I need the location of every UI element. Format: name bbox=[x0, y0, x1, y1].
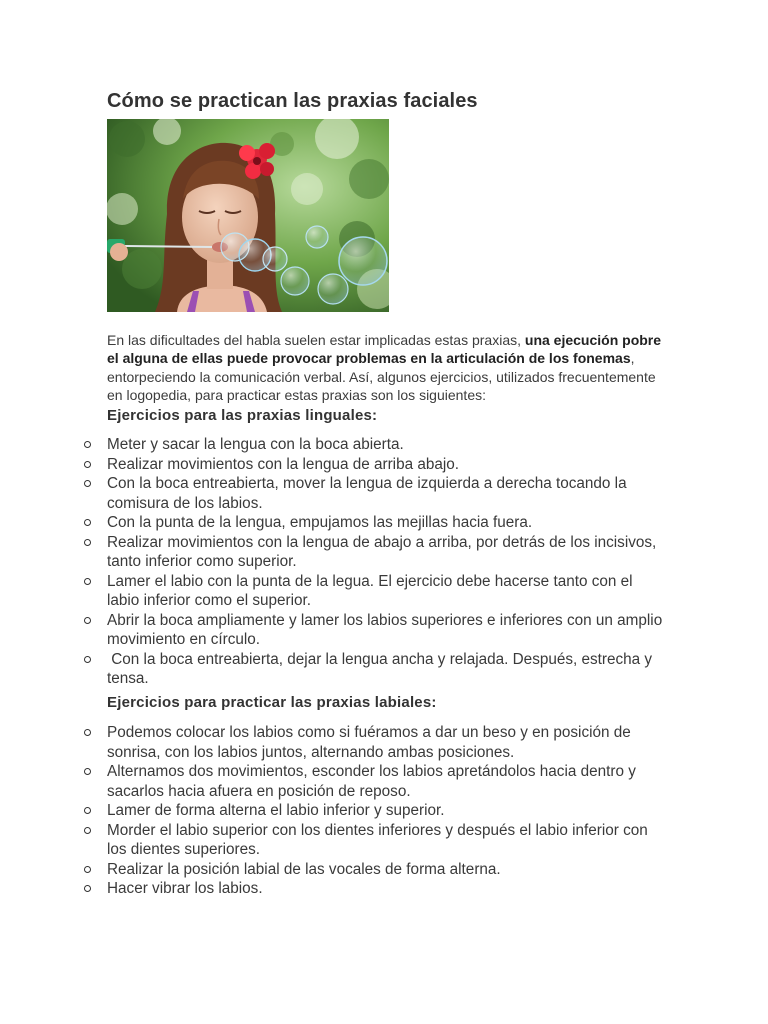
circle-bullet-icon bbox=[84, 807, 91, 814]
intro-bold-text: una ejecución pobre el alguna de ellas puede provocar problemas en la articulación de los fonemas bbox=[107, 332, 662, 367]
girl-blowing-bubbles-photo bbox=[107, 119, 389, 312]
list-item: Alternamos dos movimientos, esconder los labios apretándolos hacia dentro y sacarlos hacia afuera en posición de reposo. bbox=[0, 762, 768, 801]
circle-bullet-icon bbox=[84, 519, 91, 526]
circle-bullet-icon bbox=[84, 656, 91, 663]
intro-paragraph bbox=[107, 331, 667, 404]
circle-bullet-icon bbox=[84, 441, 91, 448]
circle-bullet-icon bbox=[84, 578, 91, 585]
list-item: Realizar la posición labial de las vocales de forma alterna. bbox=[0, 860, 768, 880]
list-item: Con la punta de la lengua, empujamos las mejillas hacia fuera. bbox=[0, 513, 768, 533]
page-title: Cómo se practican las praxias faciales bbox=[107, 90, 478, 112]
circle-bullet-icon bbox=[84, 539, 91, 546]
list-item: Abrir la boca ampliamente y lamer los labios superiores e inferiores con un amplio movimiento en círculo. bbox=[0, 611, 768, 650]
circle-bullet-icon bbox=[84, 461, 91, 468]
heading-praxias-linguales: Ejercicios para las praxias linguales: bbox=[107, 407, 378, 424]
list-praxias-labiales bbox=[0, 723, 768, 899]
circle-bullet-icon bbox=[84, 885, 91, 892]
list-item: Lamer el labio con la punta de la legua. El ejercicio debe hacerse tanto con el labio inferior como el superior. bbox=[0, 572, 768, 611]
circle-bullet-icon bbox=[84, 768, 91, 775]
circle-bullet-icon bbox=[84, 480, 91, 487]
list-item: Morder el labio superior con los dientes inferiores y después el labio inferior con los dientes superiores. bbox=[0, 821, 768, 860]
list-item: Lamer de forma alterna el labio inferior y superior. bbox=[0, 801, 768, 821]
heading-praxias-labiales: Ejercicios para practicar las praxias labiales: bbox=[107, 694, 437, 711]
list-item: Realizar movimientos con la lengua de abajo a arriba, por detrás de los incisivos, tanto inferior como superior. bbox=[0, 533, 768, 572]
intro-text-end: , entorpeciendo la comunicación verbal. Así, algunos ejercicios, utilizados frecuentemente en logopedia, para practicar estas praxias son los siguientes: bbox=[107, 350, 656, 403]
circle-bullet-icon bbox=[84, 617, 91, 624]
circle-bullet-icon bbox=[84, 827, 91, 834]
list-item: Hacer vibrar los labios. bbox=[0, 879, 768, 899]
list-praxias-linguales bbox=[0, 435, 768, 689]
list-item: Realizar movimientos con la lengua de arriba abajo. bbox=[0, 455, 768, 475]
circle-bullet-icon bbox=[84, 729, 91, 736]
list-item: Con la boca entreabierta, dejar la lengua ancha y relajada. Después, estrecha y tensa. bbox=[0, 650, 768, 689]
list-item: Podemos colocar los labios como si fuéramos a dar un beso y en posición de sonrisa, con los labios juntos, alternando ambas posiciones. bbox=[0, 723, 768, 762]
list-item: Meter y sacar la lengua con la boca abierta. bbox=[0, 435, 768, 455]
intro-text-start: En las dificultades del habla suelen estar implicadas estas praxias, bbox=[107, 332, 525, 348]
circle-bullet-icon bbox=[84, 866, 91, 873]
list-item: Con la boca entreabierta, mover la lengua de izquierda a derecha tocando la comisura de los labios. bbox=[0, 474, 768, 513]
